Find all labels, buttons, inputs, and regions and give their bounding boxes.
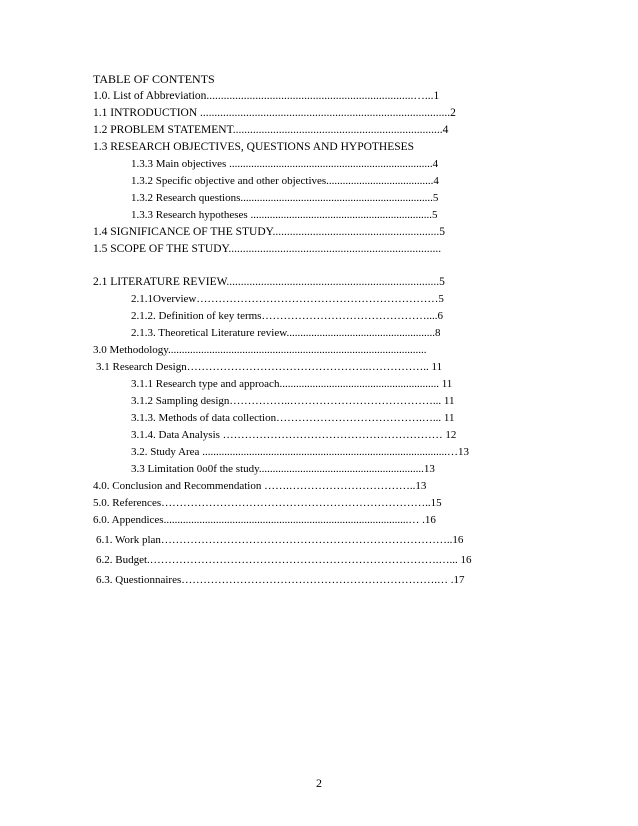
toc-entry-work-plan: 6.1. Work plan……………………………………………………………………..16 [96, 534, 464, 546]
toc-entry-significance: 1.4 SIGNIFICANCE OF THE STUDY..........................................................5 [93, 226, 445, 238]
toc-entry-sampling-design: 3.1.2 Sampling design……………..…………………………………... 11 [131, 395, 455, 407]
toc-entry-references: 5.0. References………………………………………………………………..15 [93, 497, 442, 509]
toc-entry-list-of-abbreviation: 1.0. List of Abbreviation........................................................................…...1 [93, 90, 440, 102]
toc-entry-research-design: 3.1 Research Design…………………………………………..…………….. 11 [96, 361, 443, 373]
toc-entry-research-questions: 1.3.2 Research questions......................................................................5 [131, 192, 439, 204]
toc-entry-data-analysis: 3.1.4. Data Analysis …………………………………………………… 12 [131, 429, 457, 441]
toc-entry-research-objectives: 1.3 RESEARCH OBJECTIVES, QUESTIONS AND HYPOTHESES [93, 141, 415, 153]
toc-entry-conclusion: 4.0. Conclusion and Recommendation …….……………………………..13 [93, 480, 427, 492]
toc-entry-appendices: 6.0. Appendices.........................................................................................… .16 [93, 514, 436, 526]
page-number: 2 [316, 776, 322, 790]
toc-entry-problem-statement: 1.2 PROBLEM STATEMENT.........................................................................4 [93, 124, 449, 136]
toc-entry-overview: 2.1.1Overview…………………………………………………………5 [131, 293, 444, 305]
toc-entry-theoretical-literature: 2.1.3. Theoretical Literature review......................................................8 [131, 327, 441, 339]
toc-entry-scope: 1.5 SCOPE OF THE STUDY.......................................................................... [93, 243, 442, 255]
toc-entry-methodology: 3.0 Methodology.............................................................................................. [93, 344, 427, 356]
toc-entry-study-area: 3.2. Study Area .........................................................................................…13 [131, 446, 469, 458]
toc-entry-definition-key-terms: 2.1.2. Definition of key terms………………………………………....6 [131, 310, 443, 322]
toc-entry-data-collection: 3.1.3. Methods of data collection………………………………….…... 11 [131, 412, 455, 424]
toc-entry-introduction: 1.1 INTRODUCTION .......................................................................................2 [93, 107, 456, 119]
toc-entry-limitation: 3.3 Limitation 0o0f the study............................................................13 [131, 463, 435, 475]
toc-entry-literature-review: 2.1 LITERATURE REVIEW..........................................................................5 [93, 276, 445, 288]
toc-entry-budget: 6.2. Budget.…………………………………………………………………….…... 16 [96, 554, 472, 566]
toc-entry-specific-objective: 1.3.2 Specific objective and other objectives.......................................4 [131, 175, 439, 187]
toc-entry-research-hypotheses: 1.3.3 Research hypotheses ..................................................................5 [131, 209, 438, 221]
toc-entry-main-objectives: 1.3.3 Main objectives ..........................................................................4 [131, 158, 439, 170]
toc-entry-research-type: 3.1.1 Research type and approach.......................................................... 11 [131, 378, 453, 390]
toc-entry-questionnaires: 6.3. Questionnaires…………………………………………………………….… .17 [96, 574, 465, 586]
toc-title: TABLE OF CONTENTS [93, 72, 215, 86]
